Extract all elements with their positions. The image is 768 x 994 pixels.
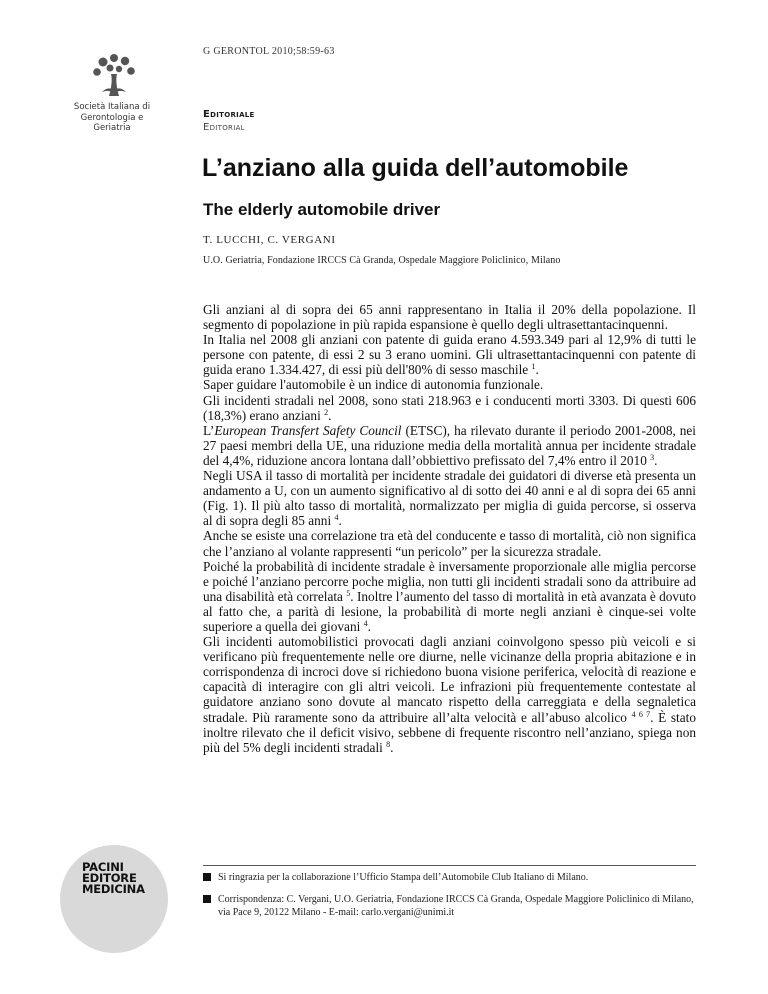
body-paragraph: Poiché la probabilità di incidente stradale è inversamente proporzionale alle miglia percorse e poiché l’anziano percorre poche miglia, non tutti gli incidenti stradali sono da attribuire ad una disabilità età correlata $^5$. Inoltre l’aumento del tasso di mortalità in età avanzata è dovuto al fatto che, a parità di lesione, la probabilità di morte negli anziani è cinque-sei volte superiore a quella dei giovani $^4$. [203,558,697,634]
citation-ref: 4 6 7 [631,709,651,719]
body-paragraph: Gli incidenti automobilistici provocati dagli anziani coinvolgono spesso più veicoli e si verificano più frequentemente nelle ore diurne, nelle vicinanze della propria abitazione e in corrispondenza di incroci dove si richiedono buona visione periferica, velocità di reazione e capacità di interagire con gli altri veicoli. Le infrazioni più frequentemente contestate al guidatore anziano sono dovute al mancato rispetto della carreggiata e della segnaletica stradale. Più raramente sono da attribuire all’alta velocità e all’abuso alcolico $^{4 6 7}$. È stato inoltre rilevato che il deficit visivo, sebbene di frequente riscontro nell’anziano, spiega non più del 5% degli incidenti stradali $^8$. [203,634,696,755]
article-body [203,302,696,755]
citation-ref: 5 [346,588,351,598]
body-paragraph: Gli incidenti stradali nel 2008, sono stati 218.963 e i conducenti morti 3303. Di questi 606 (18,3%) erano anziani $^2$. [203,392,696,423]
publisher-name [82,862,145,895]
citation-ref: 4 [334,513,339,523]
section-label-en: Editorial [203,122,245,133]
journal-citation: G GERONTOL 2010;58:59-63 [203,46,335,57]
society-name [62,102,162,134]
footnote-correspondence [203,893,696,919]
body-paragraph: Negli USA il tasso di mortalità per incidente stradale dei guidatori di diverse età presenta un andamento a U, con un aumento significativo al di sotto dei 40 anni e al di sopra dei 65 anni (Fig. 1). Il più alto tasso di mortalità, normalizzato per miglia di guida percorse, si osserva al di sopra degli 85 anni $^4$. [203,468,696,529]
body-paragraph: Gli anziani al di sopra dei 65 anni rappresentano in Italia il 20% della popolazione. Il segmento di popolazione in più rapida espansione è quello degli ultrasettantacinquenni. [203,302,696,333]
footnote-text: Corrispondenza: C. Vergani, U.O. Geriatria, Fondazione IRCCS Cà Granda, Ospedale Maggiore Policlinico di Milano, via Pace 9, 20122 Milano - E-mail: carlo.vergani@unimi.it [218,894,694,918]
section-label [203,109,255,133]
body-paragraph: L’European Transfert Safety Council (ETSC), ha rilevato durante il periodo 2001-2008, nei 27 paesi membri della UE, una riduzione media della mortalità annua per incidente stradale del 4,4%, riduzione ancora lontana dall’obbiettivo prefissato del 7,4% entro il 2010 $^3$. [203,422,696,468]
bullet-square-icon [203,895,211,903]
society-line: Gerontologia e [80,112,144,123]
publisher-line: EDITORE [82,871,137,885]
society-tree-logo-icon [88,52,140,100]
article-subtitle: The elderly automobile driver [203,200,441,219]
body-paragraph: Anche se esiste una correlazione tra età del conducente e tasso di mortalità, ciò non significa che l’anziano al volante rappresenti “un pericolo” per la sicurezza stradale. [203,528,696,559]
citation-ref: 4 [363,618,368,628]
article-authors: T. LUCCHI, C. VERGANI [203,234,336,246]
italic-term: European Transfert Safety Council [214,422,402,438]
society-line: Geriatria [93,123,131,133]
citation-ref: 8 [386,739,391,749]
footnote-divider [203,865,696,866]
body-paragraph: In Italia nel 2008 gli anziani con patente di guida erano 4.593.349 pari al 12,9% di tutti le persone con patente, di essi 2 su 3 erano uomini. Gli ultrasettantacinquenni con patente di guida erano 1.334.427, di essi più dell'80% di sesso maschile $^1$. [203,332,696,378]
citation-ref: 3 [650,452,655,462]
section-label-it: Editoriale [203,109,255,120]
bullet-square-icon [203,873,211,881]
citation-ref: 1 [531,362,536,372]
publisher-line: MEDICINA [82,882,145,896]
body-paragraph: Saper guidare l'automobile è un indice di autonomia funzionale. [203,377,544,393]
author-affiliation: U.O. Geriatria, Fondazione IRCCS Cà Granda, Ospedale Maggiore Policlinico, Milano [203,255,561,266]
society-line: Società Italiana di [73,102,151,112]
footnote-acknowledgement [203,871,696,884]
footnote-text: Si ringrazia per la collaborazione l’Ufficio Stampa dell’Automobile Club Italiano di Milano. [218,872,589,883]
citation-ref: 2 [324,407,329,417]
article-title: L’anziano alla guida dell’automobile [202,154,629,182]
publisher-line: PACINI [82,860,124,874]
